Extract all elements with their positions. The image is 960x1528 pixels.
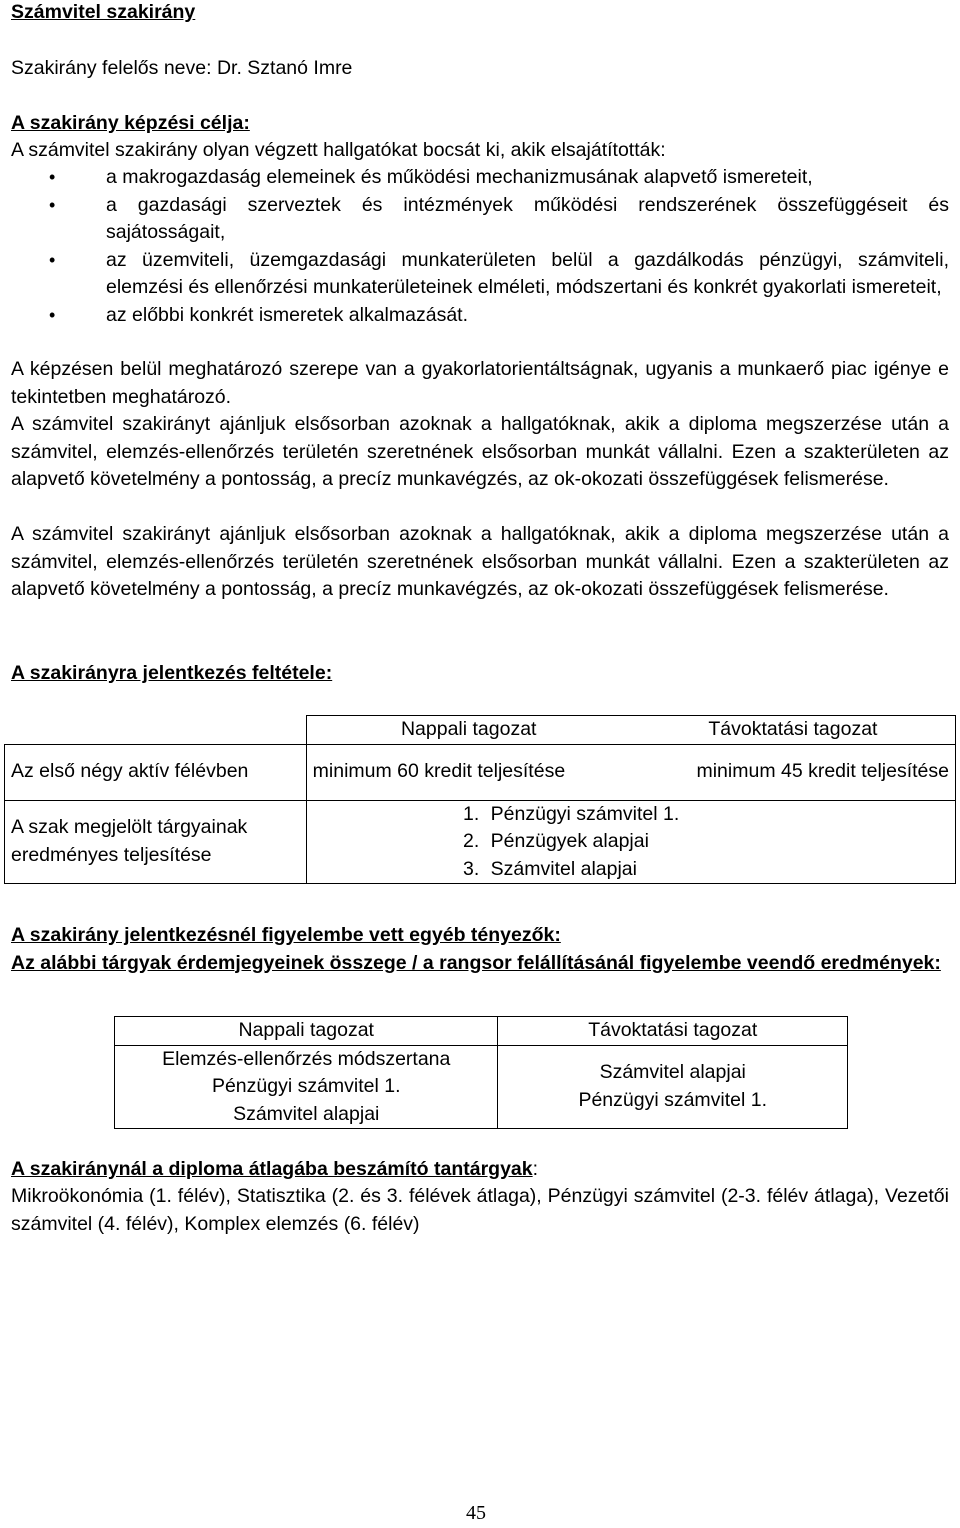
table-row — [115, 1045, 848, 1129]
goals-list — [11, 164, 949, 329]
paragraph-practice: A képzésen belül meghatározó szerepe van a gyakorlatorientáltságnak, ugyanis a munkaerő piac igénye e tekintetben meghatározó. — [11, 358, 949, 408]
page-title: Számvitel szakirány — [11, 1, 196, 23]
page-number: 45 — [466, 1502, 486, 1524]
list-item: 1. Pénzügyi számvitel 1. — [485, 801, 949, 829]
diploma-average-title: A szakiránynál a diploma átlagába beszámító tantárgyak — [11, 1158, 533, 1180]
paragraph-recommendation: A számvitel szakirányt ajánljuk elsősorban azoknak a hallgatóknak, akik a diploma megszerzése után a számvitel, elemzés-ellenőrzés területén szeretnének elsősorban munkát vállalni. Ezen a szakterületen az alapvető követelmény a pontosság, a precíz munkavégzés, az ok-okozati összefüggések felismerése. — [11, 413, 949, 490]
other-factors-title: A szakirány jelentkezésnél figyelembe vett egyéb tényezők: — [11, 924, 561, 946]
goals-list-item: • a gazdasági szerveztek és intézmények működési rendszerének összefüggéseit és sajátosságait, — [11, 192, 949, 247]
required-subjects-list — [313, 801, 949, 884]
table-header-distance: Távoktatási tagozat — [631, 716, 956, 745]
table-cell-daytime-subjects — [115, 1045, 498, 1129]
list-item: 3. Számvitel alapjai — [485, 856, 949, 884]
table-cell-distance-subjects — [498, 1045, 848, 1129]
table-header-daytime: Nappali tagozat — [306, 716, 631, 745]
list-item: Számvitel alapjai — [599, 1061, 746, 1084]
list-item: Pénzügyi számvitel 1. — [578, 1088, 768, 1111]
diploma-average-colon: : — [532, 1158, 539, 1180]
list-item: Pénzügyi számvitel 1. — [211, 1075, 401, 1097]
application-requirements-table — [4, 715, 956, 884]
table-cell-subjects — [306, 800, 955, 884]
goals-list-item: • a makrogazdaság elemeinek és működési mechanizmusának alapvető ismereteit, — [11, 164, 949, 192]
application-heading: A szakirányra jelentkezés feltétele: — [11, 662, 333, 684]
diploma-average-heading — [11, 1156, 538, 1184]
table-cell-daytime-credits: minimum 60 kredit teljesítése — [306, 744, 631, 800]
table-header-daytime: Nappali tagozat — [115, 1017, 498, 1046]
table-cell-distance-credits: minimum 45 kredit teljesítése — [631, 744, 956, 800]
table-cell-empty — [5, 716, 307, 745]
responsible-person: Szakirány felelős neve: Dr. Sztanó Imre — [11, 57, 353, 79]
table-row — [5, 716, 956, 745]
table-row — [5, 800, 956, 884]
list-item: Elemzés-ellenőrzés módszertana — [162, 1047, 451, 1070]
other-factors-heading — [11, 922, 949, 977]
table-header-distance: Távoktatási tagozat — [498, 1017, 848, 1046]
goals-heading: A szakirány képzési célja: — [11, 112, 250, 134]
other-factors-subtitle: Az alábbi tárgyak érdemjegyeinek összege / a rangsor felállításánál figyelembe veendő eredmények: — [11, 951, 941, 974]
paragraph-recommendation-repeat: A számvitel szakirányt ajánljuk elsősorban azoknak a hallgatóknak, akik a diploma megszerzése után a számvitel, elemzés-ellenőrzés területén szeretnének elsősorban munkát vállalni. Ezen a szakterületen az alapvető követelmény a pontosság, a precíz munkavégzés, az ok-okozati összefüggések felismerése. — [11, 523, 949, 600]
table-row — [5, 744, 956, 800]
goals-intro: A számvitel szakirány olyan végzett hallgatókat bocsát ki, akik elsajátították: — [11, 139, 666, 161]
list-item: Számvitel alapjai — [233, 1102, 380, 1125]
table-row — [115, 1017, 848, 1046]
diploma-average-subjects: Mikroökonómia (1. félév), Statisztika (2. és 3. félévek átlaga), Pénzügyi számvitel (2-3. félév átlaga), Vezetői számvitel (4. félév), Komplex elemzés (6. félév) — [11, 1185, 949, 1235]
list-item: 2. Pénzügyek alapjai — [485, 828, 949, 856]
table-row-label-credits: Az első négy aktív félévben — [5, 744, 307, 800]
goals-list-item: • az előbbi konkrét ismeretek alkalmazását. — [11, 302, 949, 330]
goals-list-item: • az üzemviteli, üzemgazdasági munkaterületen belül a gazdálkodás pénzügyi, számviteli, elemzési és ellenőrzési munkaterületeinek elméleti, módszertani és konkrét gyakorlati ismereteit, — [11, 247, 949, 302]
table-row-label-subjects: A szak megjelölt tárgyainak eredményes teljesítése — [5, 800, 307, 884]
ranking-subjects-table — [114, 1016, 848, 1129]
